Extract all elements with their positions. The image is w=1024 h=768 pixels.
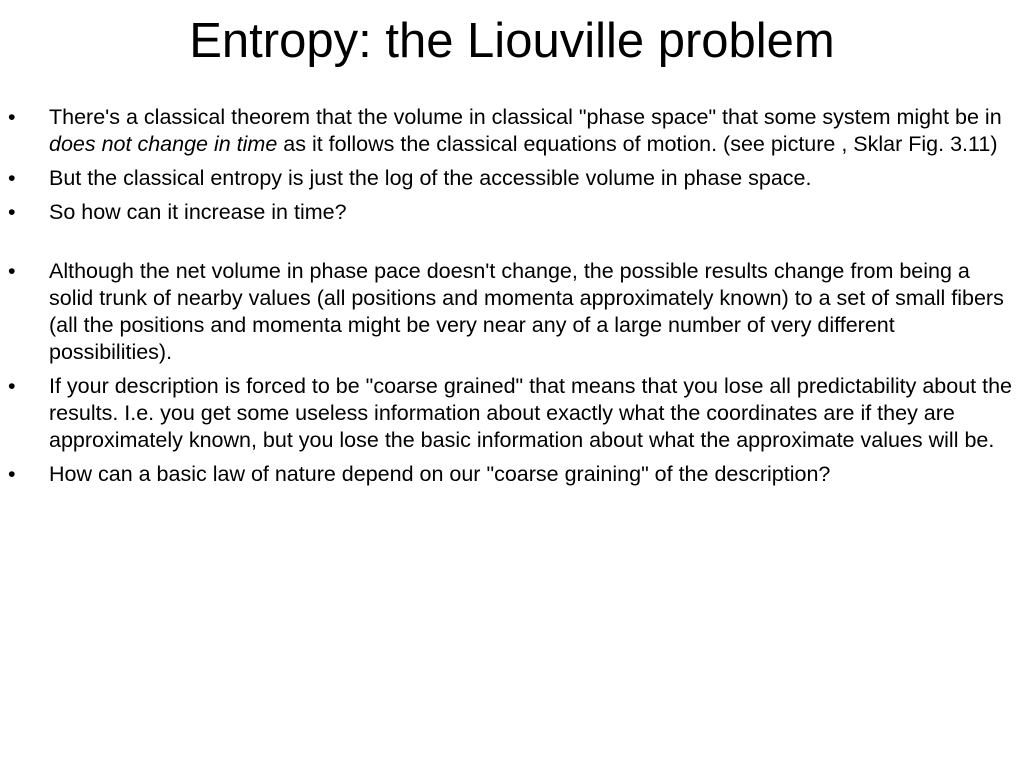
bullet-marker: • — [8, 259, 16, 283]
bullet-text-before: There's a classical theorem that the volume in classical "phase space" that some system might be in — [49, 105, 1002, 129]
bullet-text: So how can it increase in time? — [49, 200, 347, 224]
bullet-marker: • — [8, 166, 16, 190]
bullet-list — [8, 104, 1012, 495]
bullet-item — [8, 373, 1012, 454]
bullet-item — [8, 461, 1012, 488]
bullet-text: But the classical entropy is just the log of the accessible volume in phase space. — [49, 166, 812, 190]
bullet-text — [49, 105, 1002, 156]
bullet-text-after: as it follows the classical equations of motion. (see picture , Sklar Fig. 3.11) — [277, 132, 998, 156]
bullet-item — [8, 199, 1012, 226]
bullet-text-emphasis: does not change in time — [49, 132, 278, 156]
bullet-item — [8, 104, 1012, 158]
bullet-item — [8, 258, 1012, 366]
bullet-text: Although the net volume in phase pace doesn't change, the possible results change from being a solid trunk of nearby values (all positions and momenta approximately known) to a set of small fibers (all the positions and momenta might be very near any of a large number of very different possibilities). — [49, 259, 1004, 364]
bullet-text: If your description is forced to be "coarse grained" that means that you lose all predictability about the results. I.e. you get some useless information about exactly what the coordinates are if they are approximately known, but you lose the basic information about what the approximate values will be. — [49, 374, 1012, 452]
bullet-marker: • — [8, 200, 16, 224]
bullet-text: How can a basic law of nature depend on our "coarse graining" of the description? — [49, 462, 831, 486]
bullet-marker: • — [8, 105, 16, 129]
bullet-item — [8, 165, 1012, 192]
bullet-marker: • — [8, 374, 16, 398]
slide-title: Entropy: the Liouville problem — [189, 14, 835, 68]
bullet-marker: • — [8, 462, 16, 486]
